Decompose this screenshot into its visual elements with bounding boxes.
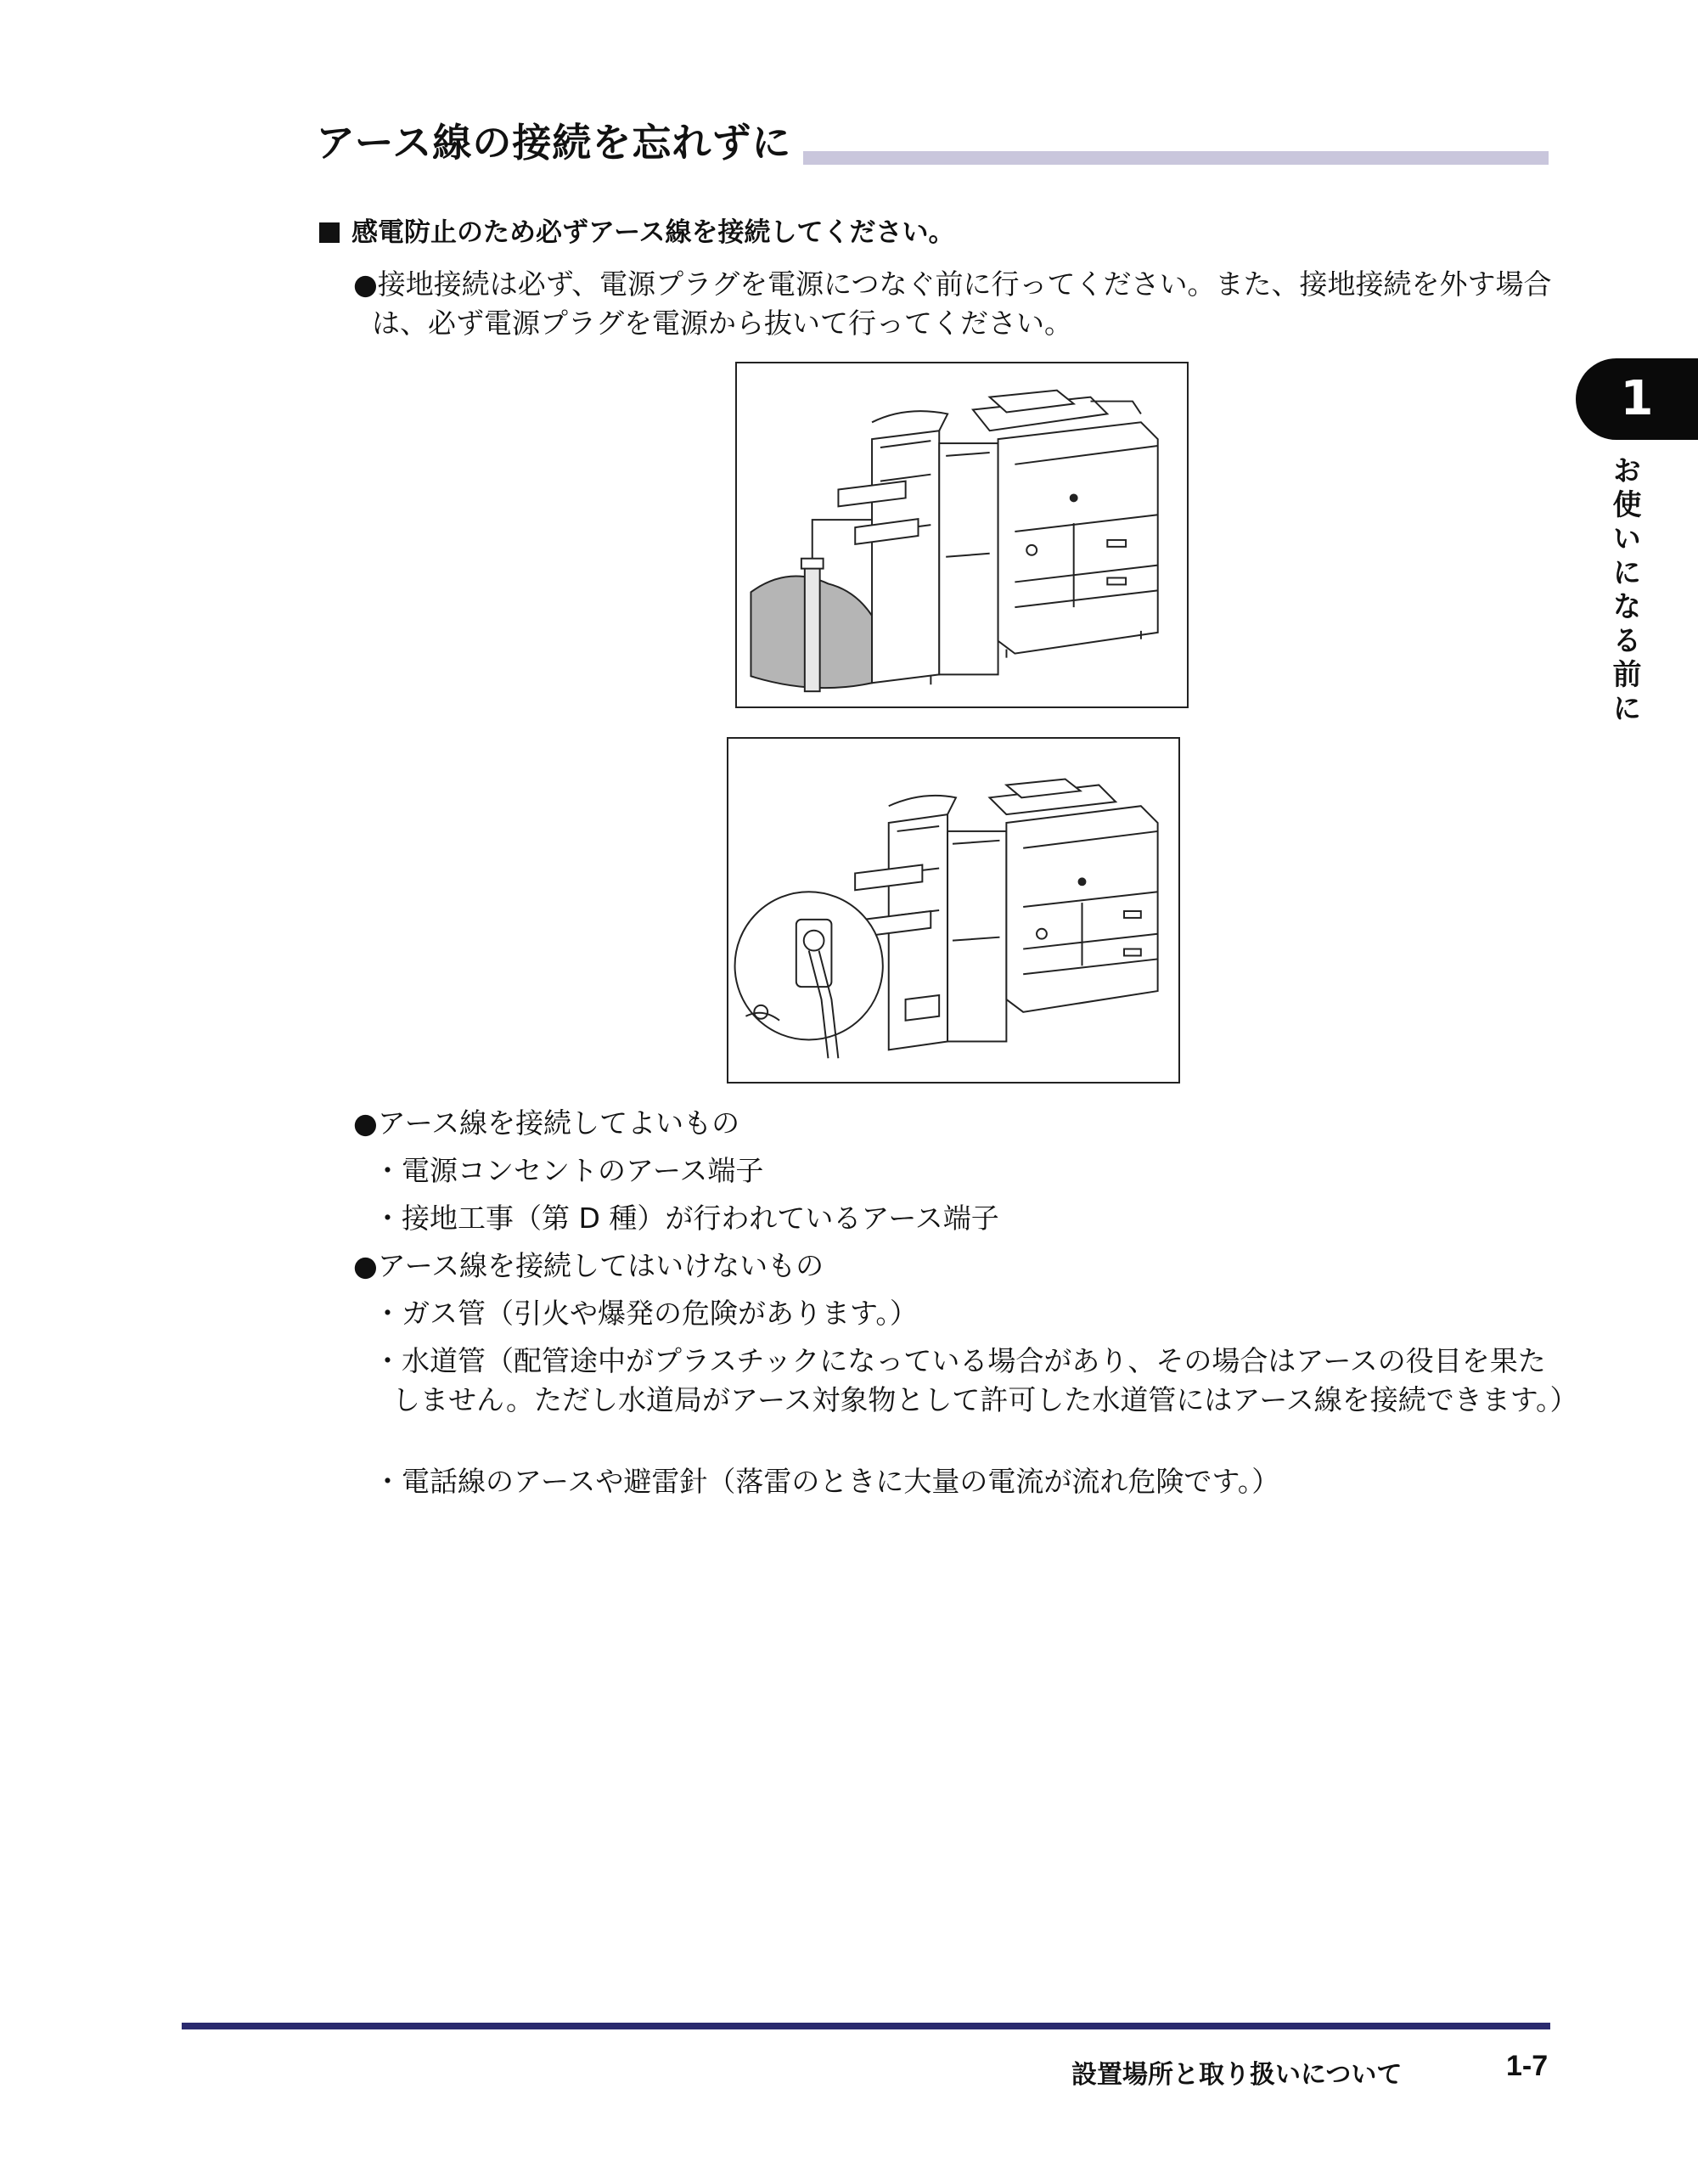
forbidden-item-phone: ・電話線のアースや避雷針（落雷のときに大量の電流が流れ危険です。） [374, 1465, 1280, 1498]
copier-ground-terminal-illustration [728, 739, 1178, 1082]
bullet-grounding-order: ●接地接続は必ず、電源プラグを電源につなぐ前に行ってください。また、接地接続を外す場合は、必ず電源プラグを電源から抜いて行ってください。 [353, 267, 1552, 340]
section-heading-block [316, 117, 1549, 168]
section-heading: アース線の接続を忘れずに [316, 117, 803, 168]
allowed-item-outlet: ・電源コンセントのアース端子 [374, 1154, 764, 1187]
allowed-item-terminal: ・接地工事（第 D 種）が行われているアース端子 [374, 1202, 999, 1235]
footer-rule [182, 2023, 1550, 2029]
forbidden-item-gas: ・ガス管（引火や爆発の危険があります。） [374, 1297, 918, 1330]
figure-ground-rod [735, 362, 1189, 708]
page-number: 1-7 [1506, 2050, 1549, 2082]
chapter-title: お使いになる前に [1607, 455, 1641, 727]
subheading-text: 感電防止のため必ずアース線を接続してください。 [351, 217, 955, 248]
figure-ground-terminal [727, 737, 1180, 1084]
bullet-forbidden: ●アース線を接続してはいけないもの [353, 1249, 824, 1282]
forbidden-item-water: ・水道管（配管途中がプラスチックになっている場合があり、その場合はアースの役目を果たしません。ただし水道局がアース対象物として許可した水道管にはアース線を接続できます。） [374, 1344, 1578, 1416]
subheading [319, 214, 1550, 251]
copier-ground-rod-illustration [737, 363, 1187, 706]
bullet-allowed: ●アース線を接続してよいもの [353, 1106, 740, 1140]
chapter-number: 1 [1620, 371, 1654, 426]
footer-section-title: 設置場所と取り扱いについて [1071, 2060, 1403, 2090]
square-bullet-icon [319, 222, 340, 243]
